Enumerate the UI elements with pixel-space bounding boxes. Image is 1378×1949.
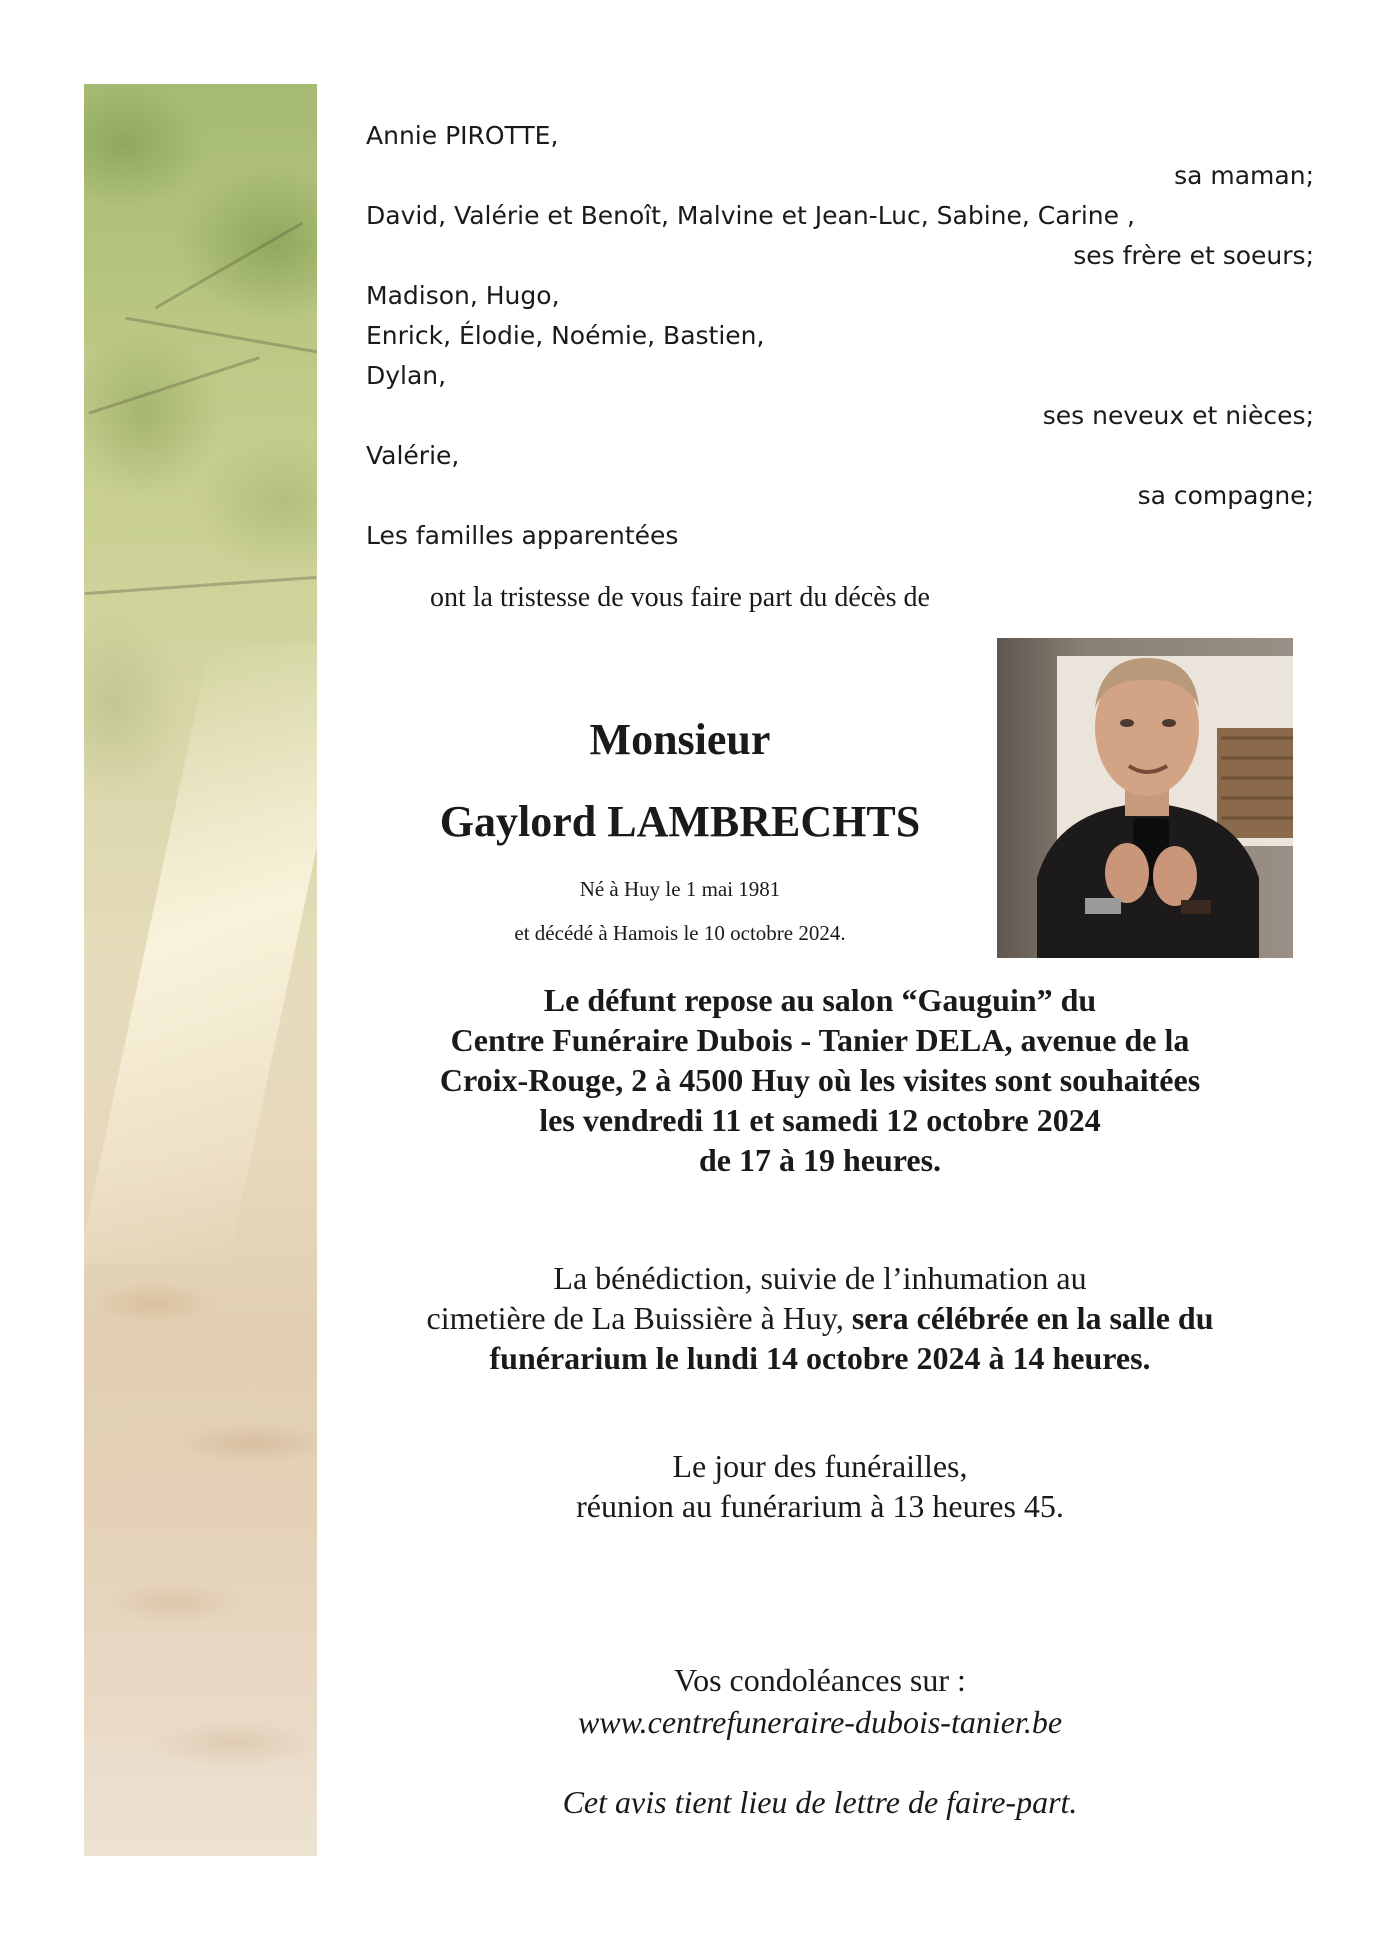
viewing-line: de 17 à 19 heures. [698, 1142, 942, 1178]
family-relation: ses neveux et nièces; [1042, 401, 1314, 430]
deceased-block [350, 700, 1010, 948]
deceased-title: Monsieur [589, 715, 771, 764]
condolences-website-link[interactable]: www.centrefuneraire-dubois-tanier.be [577, 1704, 1063, 1740]
funeral-line: Le jour des funérailles, [672, 1448, 968, 1484]
birth-info: Né à Huy le 1 mai 1981 [579, 877, 781, 901]
condolences-block [340, 1660, 1300, 1742]
family-line: David, Valérie et Benoît, Malvine et Jean-Luc, Sabine, Carine , [366, 201, 1135, 230]
funeral-day-info [340, 1446, 1300, 1526]
ceremony-text: cimetière de La Buissière à Huy, [426, 1300, 852, 1336]
announcement-intro: ont la tristesse de vous faire part du décès de [430, 582, 930, 613]
viewing-info [340, 980, 1300, 1180]
family-list [366, 116, 1314, 556]
viewing-line: Centre Funéraire Dubois - Tanier DELA, avenue de la [450, 1022, 1190, 1058]
deceased-portrait-photo [997, 638, 1293, 958]
family-relation: sa compagne; [1137, 481, 1314, 510]
forest-path-image [84, 84, 317, 1856]
family-line: Annie PIROTTE, [366, 121, 559, 150]
viewing-line: les vendredi 11 et samedi 12 octobre 2024 [539, 1102, 1101, 1138]
family-relation: ses frère et soeurs; [1073, 241, 1314, 270]
ceremony-text-bold: sera célébrée en la salle du [851, 1300, 1214, 1336]
ceremony-text-bold: funérarium le lundi 14 octobre 2024 à 14 heures. [489, 1340, 1151, 1376]
family-line: Les familles apparentées [366, 521, 679, 550]
family-line: Valérie, [366, 441, 460, 470]
ceremony-info [340, 1258, 1300, 1378]
family-relation: sa maman; [1174, 161, 1314, 190]
death-info: et décédé à Hamois le 10 octobre 2024. [514, 921, 846, 945]
condolences-label: Vos condoléances sur : [674, 1662, 966, 1698]
forest-path [84, 1183, 317, 1856]
viewing-line: Le défunt repose au salon “Gauguin” du [543, 982, 1097, 1018]
viewing-line: Croix-Rouge, 2 à 4500 Huy où les visites sont souhaitées [439, 1062, 1201, 1098]
family-line: Dylan, [366, 361, 447, 390]
footer-note: Cet avis tient lieu de lettre de faire-part. [562, 1784, 1078, 1820]
family-line: Madison, Hugo, [366, 281, 560, 310]
portrait-illustration [997, 638, 1293, 958]
deceased-name: Gaylord LAMBRECHTS [439, 797, 921, 846]
funeral-line: réunion au funérarium à 13 heures 45. [576, 1488, 1064, 1524]
ceremony-line [340, 1338, 1300, 1378]
ceremony-line-mixed [340, 1298, 1300, 1338]
ceremony-line: La bénédiction, suivie de l’inhumation au [553, 1260, 1087, 1296]
family-line: Enrick, Élodie, Noémie, Bastien, [366, 321, 765, 350]
